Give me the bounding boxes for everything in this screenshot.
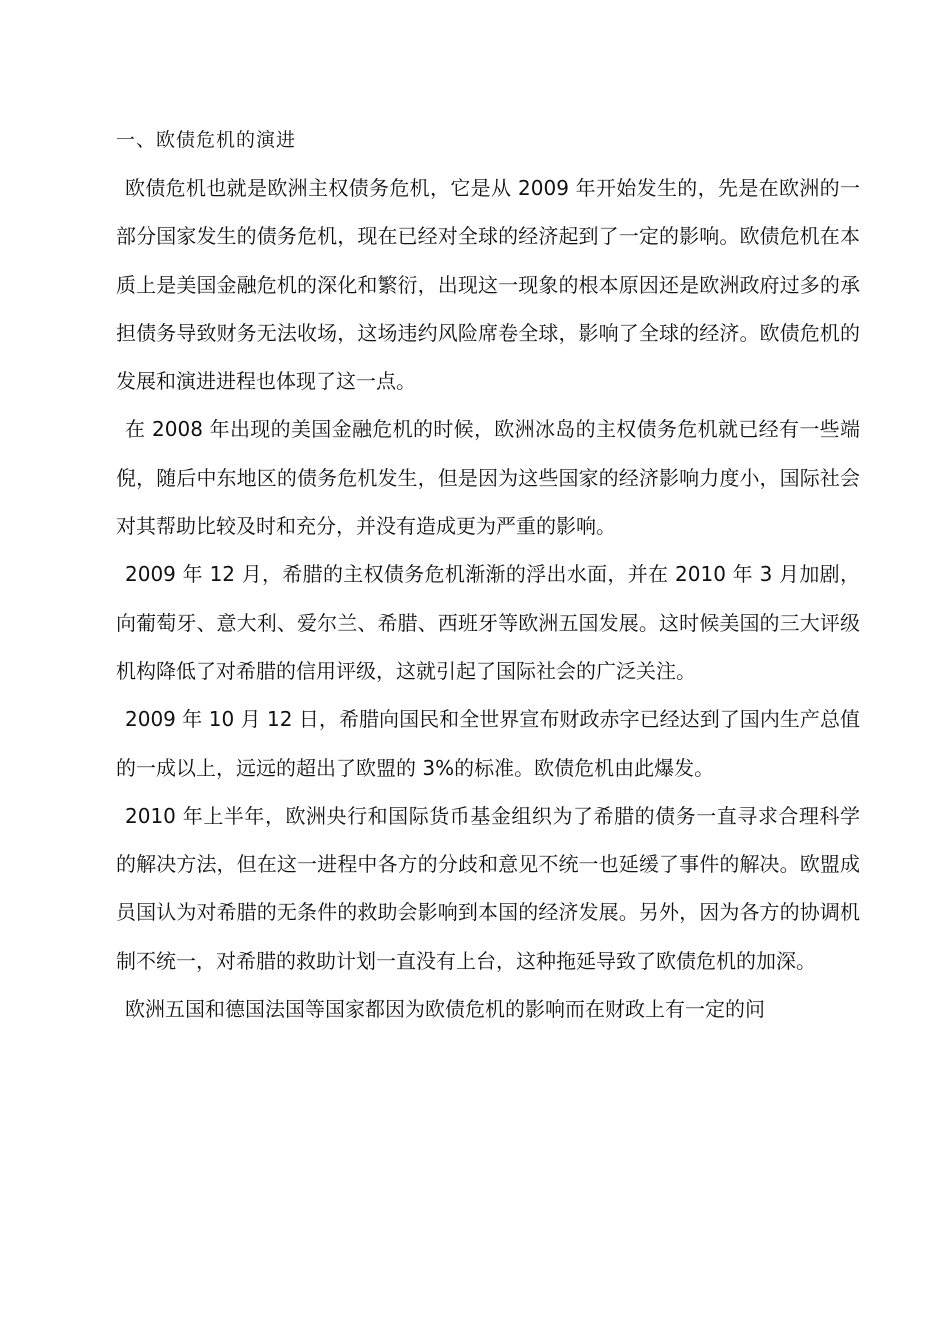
- paragraph-5: 2010 年上半年，欧洲央行和国际货币基金组织为了希腊的债务一直寻求合理科学的解决方法，但在这一进程中各方的分歧和意见不统一也延缓了事件的解决。欧盟成员国认为对希腊的无条件的救助会影响到本国的经济发展。另外，因为各方的协调机制不统一，对希腊的救助计划一直没有上台，这种拖延导致了欧债危机的加深。: [116, 803, 860, 973]
- paragraph-3: 2009 年 12 月，希腊的主权债务危机渐渐的浮出水面，并在 2010 年 3 月加剧，向葡萄牙、意大利、爱尔兰、希腊、西班牙等欧洲五国发展。这时候美国的三大评级机构降低了对希腊的信用评级，这就引起了国际社会的广泛关注。: [116, 562, 860, 683]
- document-body: [116, 120, 860, 1033]
- paragraph-4: 2009 年 10 月 12 日，希腊向国民和全世界宣布财政赤字已经达到了国内生产总值的一成以上，远远的超出了欧盟的 3%的标准。欧债危机由此爆发。: [116, 707, 860, 780]
- paragraph-2: 在 2008 年出现的美国金融危机的时候，欧洲冰岛的主权债务危机就已经有一些端倪，随后中东地区的债务危机发生，但是因为这些国家的经济影响力度小，国际社会对其帮助比较及时和充分，并没有造成更为严重的影响。: [116, 417, 860, 539]
- paragraph-1: 欧债危机也就是欧洲主权债务危机，它是从 2009 年开始发生的，先是在欧洲的一部分国家发生的债务危机，现在已经对全球的经济起到了一定的影响。欧债危机在本质上是美国金融危机的深化和繁衍，出现这一现象的根本原因还是欧洲政府过多的承担债务导致财务无法收场，这场违约风险席卷全球，影响了全球的经济。欧债危机的发展和演进进程也体现了这一点。: [116, 176, 860, 394]
- section-heading: 一、欧债危机的演进: [116, 129, 297, 151]
- paragraph-6: 欧洲五国和德国法国等国家都因为欧债危机的影响而在财政上有一定的问: [125, 997, 765, 1022]
